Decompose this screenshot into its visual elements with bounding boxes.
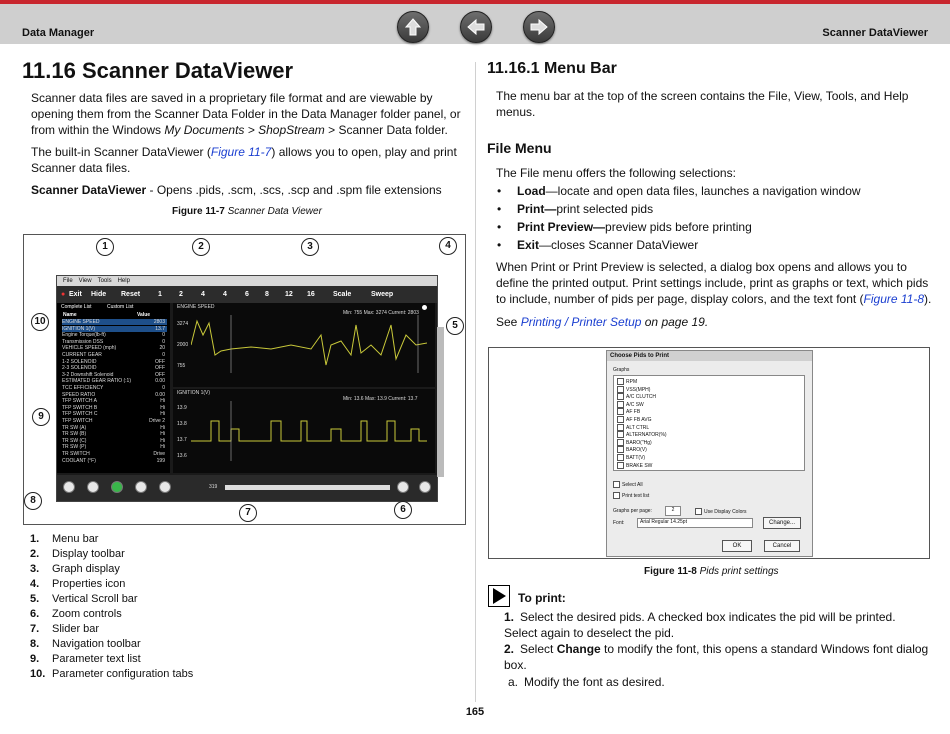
menu-bar-paragraph: The menu bar at the top of the screen contains the File, View, Tools, and Help menus. — [496, 89, 909, 119]
parameter-row[interactable]: TCC EFFICIENCY 0 — [62, 385, 165, 391]
legend-item: 10. Parameter configuration tabs — [30, 668, 194, 680]
right-arrow-icon — [529, 17, 549, 37]
engine-speed-graph: ENGINE SPEED Min: 755 Max: 3274 Current: 2803 3274 2000 755 — [173, 303, 435, 387]
pid-checkbox-item[interactable]: A/C CLUTCH — [617, 393, 656, 400]
parameter-row[interactable]: CURRENT GEAR 0 — [62, 352, 165, 358]
parameter-row[interactable]: TFP SWITCH Drive 2 — [62, 418, 165, 424]
pid-checkbox-item[interactable]: ALTERNATOR(%) — [617, 431, 667, 438]
cancel-button[interactable]: Cancel — [764, 540, 800, 552]
legend-item: 8. Navigation toolbar — [30, 638, 141, 650]
pid-checkbox-item[interactable]: RPM — [617, 378, 637, 385]
ignition-voltage-trace — [191, 401, 427, 461]
legend-item: 2. Display toolbar — [30, 548, 125, 560]
graphs-per-page-label: Graphs per page: — [613, 508, 652, 514]
back-nav-button[interactable] — [460, 11, 492, 43]
pids-print-settings-figure — [488, 347, 930, 559]
parameter-row[interactable]: Transmission DSS 0 — [62, 338, 165, 345]
step-forward-button[interactable] — [135, 481, 147, 493]
dataviewer-screenshot — [56, 275, 438, 502]
header-left-title: Data Manager — [22, 27, 95, 39]
parameter-row[interactable]: TR SW (P) Hi — [62, 444, 165, 451]
engine-speed-trace — [191, 315, 427, 373]
zoom-in-button[interactable] — [397, 481, 409, 493]
parameter-row[interactable]: TR SWITCH Drive — [62, 451, 165, 457]
subsection-title: 11.16.1 Menu Bar — [487, 60, 617, 77]
parameter-row[interactable]: TR SW (B) Hi — [62, 431, 165, 438]
font-value-field: Arial Regular 14.25pt — [637, 518, 753, 528]
pid-checkbox-item[interactable]: BARO(V) — [617, 446, 647, 453]
callout-2: 2 — [192, 238, 210, 256]
ok-button[interactable]: OK — [722, 540, 752, 552]
column-divider — [475, 62, 476, 702]
up-nav-button[interactable] — [397, 11, 429, 43]
page-number: 165 — [465, 706, 485, 718]
step-back-button[interactable] — [87, 481, 99, 493]
change-font-button[interactable]: Change... — [763, 517, 801, 529]
extensions-paragraph: Scanner DataViewer - Opens .pids, .scm, .scs, .scp and .spm file extensions — [31, 183, 442, 197]
fast-forward-button[interactable] — [159, 481, 171, 493]
graphs-per-page-input[interactable]: 2 — [665, 506, 681, 516]
screenshot-menu-bar: File View Tools Help — [57, 276, 437, 286]
printing-setup-link[interactable]: Printing / Printer Setup — [520, 315, 642, 329]
procedure-arrow-icon — [488, 585, 510, 607]
builtin-paragraph: The built-in Scanner DataViewer (Figure 11-7) allows you to open, play and print Scanner data files. — [31, 145, 457, 175]
dialog-title: Choose Pids to Print — [607, 351, 812, 361]
step-1: 1. Select the desired pids. A checked box indicates the pid will be printed. Select again to deselect the pid. — [504, 610, 896, 640]
callout-6: 6 — [394, 501, 412, 519]
ignition-voltage-graph: IGNITION 1(V) Min: 13.6 Max: 13.9 Current: 13.7 13.9 13.8 13.7 13.6 — [173, 389, 435, 473]
page-header — [0, 4, 950, 44]
properties-icon[interactable] — [422, 305, 427, 310]
select-all-checkbox[interactable]: Select All — [613, 481, 643, 488]
figure-11-8-caption: Figure 11-8 Pids print settings — [644, 566, 779, 577]
section-title: 11.16 Scanner DataViewer — [22, 58, 294, 83]
parameter-text-list: Complete List Custom List Name Value ENGINE SPEED 2803 IGNITION 1(V) 13.7 Engine Torque(lb-ft) 0 Transmission DSS 0 VEHICLE SPEED (mph) 20 CURRENT GEAR 0 1-2 SOLENOID OFF 2-3 SOLENOID OFF 3-2 Downshift Solenoid OFF ESTIMATED GEAR RATIO (:1) 0.00 TCC EFFICIENCY 0 SPEED RATIO 0.00 TFP SWITCH A Hi TFP SWITCH B Hi TFP SWITCH C Hi TFP SWITCH Drive 2 TR SW (A) Hi TR SW (B) Hi TR SW (C) Hi TR SW (P) Hi TR SWITCH Drive COOLANT (°F) 199 — [57, 303, 170, 473]
use-display-colors-checkbox[interactable]: Use Display Colors — [695, 508, 747, 515]
pid-checkbox-item[interactable]: VSS(MPH) — [617, 386, 650, 393]
to-print-heading: To print: — [518, 591, 566, 605]
legend-item: 5. Vertical Scroll bar — [30, 593, 138, 605]
play-button[interactable] — [111, 481, 123, 493]
pid-checkbox-item[interactable]: BRAKE SW — [617, 462, 652, 469]
parameter-row[interactable]: 2-3 SOLENOID OFF — [62, 365, 165, 372]
header-right-title: Scanner DataViewer — [822, 27, 928, 39]
screenshot-display-toolbar: ● Exit Hide Reset 1 2 4 4 6 8 12 16 Scale Sweep — [57, 286, 437, 303]
vertical-scroll-bar[interactable] — [437, 327, 444, 477]
rewind-button[interactable] — [63, 481, 75, 493]
legend-item: 1. Menu bar — [30, 533, 99, 545]
pids-list[interactable] — [613, 375, 805, 471]
zoom-out-button[interactable] — [419, 481, 431, 493]
figure-11-7-caption: Figure 11-7 Scanner Data Viewer — [172, 206, 322, 217]
parameter-row[interactable]: TR SW (A) Hi — [62, 424, 165, 431]
print-text-list-checkbox[interactable]: Print text list — [613, 492, 649, 499]
parameter-row[interactable]: TFP SWITCH C Hi — [62, 411, 165, 418]
choose-pids-dialog — [606, 350, 813, 557]
intro-paragraph: Scanner data files are saved in a proprietary file format and are viewable by opening them from the Scanner Data Folder in the Data Manager folder panel, or from within the Windows My Documents > ShopStream > Scanner Data folder. — [31, 91, 461, 137]
step-a: a. Modify the font as desired. — [508, 675, 665, 689]
pid-checkbox-item[interactable]: ALT CTRL — [617, 424, 649, 431]
callout-5: 5 — [446, 317, 464, 335]
pid-checkbox-item[interactable]: A/C SW — [617, 401, 644, 408]
callout-10: 10 — [31, 313, 49, 331]
scanner-dataviewer-figure — [23, 234, 466, 525]
figure-11-7-link[interactable]: Figure 11-7 — [210, 145, 272, 159]
callout-3: 3 — [301, 238, 319, 256]
up-arrow-icon — [403, 17, 423, 37]
pid-checkbox-item[interactable]: BATT(V) — [617, 454, 645, 461]
legend-item: 7. Slider bar — [30, 623, 100, 635]
font-label: Font: — [613, 520, 625, 526]
callout-8: 8 — [24, 492, 42, 510]
parameter-row[interactable]: ESTIMATED GEAR RATIO (:1) 0.00 — [62, 378, 165, 385]
file-menu-item: • Print—print selected pids — [497, 202, 654, 216]
parameter-row[interactable]: IGNITION 1(V) 13.7 — [62, 325, 165, 332]
figure-11-8-link[interactable]: Figure 11-8 — [863, 292, 925, 306]
callout-1: 1 — [96, 238, 114, 256]
parameter-row[interactable]: VEHICLE SPEED (mph) 20 — [62, 345, 165, 352]
print-settings-paragraph: When Print or Print Preview is selected, a dialog box opens and allows you to define the printed output. Print settings include, print as graphs or text, which pids to include, number of pids per page, display colors, and the text font (Figure 11-8). — [496, 260, 932, 306]
legend-item: 6. Zoom controls — [30, 608, 122, 620]
legend-item: 9. Parameter text list — [30, 653, 141, 665]
pid-checkbox-item[interactable]: BARO("Hg) — [617, 439, 652, 446]
parameter-row[interactable]: TFP SWITCH A Hi — [62, 398, 165, 405]
parameter-row[interactable]: 1-2 SOLENOID OFF — [62, 358, 165, 365]
parameter-row[interactable]: TR SW (C) Hi — [62, 437, 165, 444]
file-menu-item: • Print Preview—preview pids before printing — [497, 220, 752, 234]
parameter-row[interactable]: TFP SWITCH B Hi — [62, 404, 165, 411]
callout-9: 9 — [32, 408, 50, 426]
left-arrow-icon — [466, 17, 486, 37]
legend-item: 3. Graph display — [30, 563, 120, 575]
parameter-row[interactable]: 3-2 Downshift Solenoid OFF — [62, 371, 165, 378]
pid-checkbox-item[interactable]: AF FB — [617, 408, 640, 415]
graphs-label: Graphs — [613, 367, 630, 373]
parameter-row[interactable]: SPEED RATIO 0.00 — [62, 391, 165, 398]
pid-checkbox-item[interactable]: AF FB AVG — [617, 416, 651, 423]
parameter-row[interactable]: ENGINE SPEED 2803 — [62, 319, 165, 325]
forward-nav-button[interactable] — [523, 11, 555, 43]
parameter-row[interactable]: Engine Torque(lb-ft) 0 — [62, 332, 165, 339]
file-menu-item: • Load—locate and open data files, launches a navigation window — [497, 184, 861, 198]
file-menu-item: • Exit—closes Scanner DataViewer — [497, 238, 699, 252]
file-menu-intro: The File menu offers the following selections: — [496, 166, 736, 180]
file-menu-heading: File Menu — [487, 140, 552, 156]
legend-item: 4. Properties icon — [30, 578, 126, 590]
step-2: 2. Select Change to modify the font, this opens a standard Windows font dialog box. — [504, 642, 929, 672]
slider-value: 319 — [209, 484, 218, 490]
see-printing-paragraph: See Printing / Printer Setup on page 19. — [496, 315, 709, 329]
parameter-row[interactable]: COOLANT (°F) 199 — [62, 457, 165, 464]
callout-4: 4 — [439, 237, 457, 255]
figure-legend-list — [30, 532, 193, 682]
callout-7: 7 — [239, 504, 257, 522]
slider-bar[interactable] — [225, 485, 390, 490]
navigation-toolbar — [57, 475, 437, 501]
